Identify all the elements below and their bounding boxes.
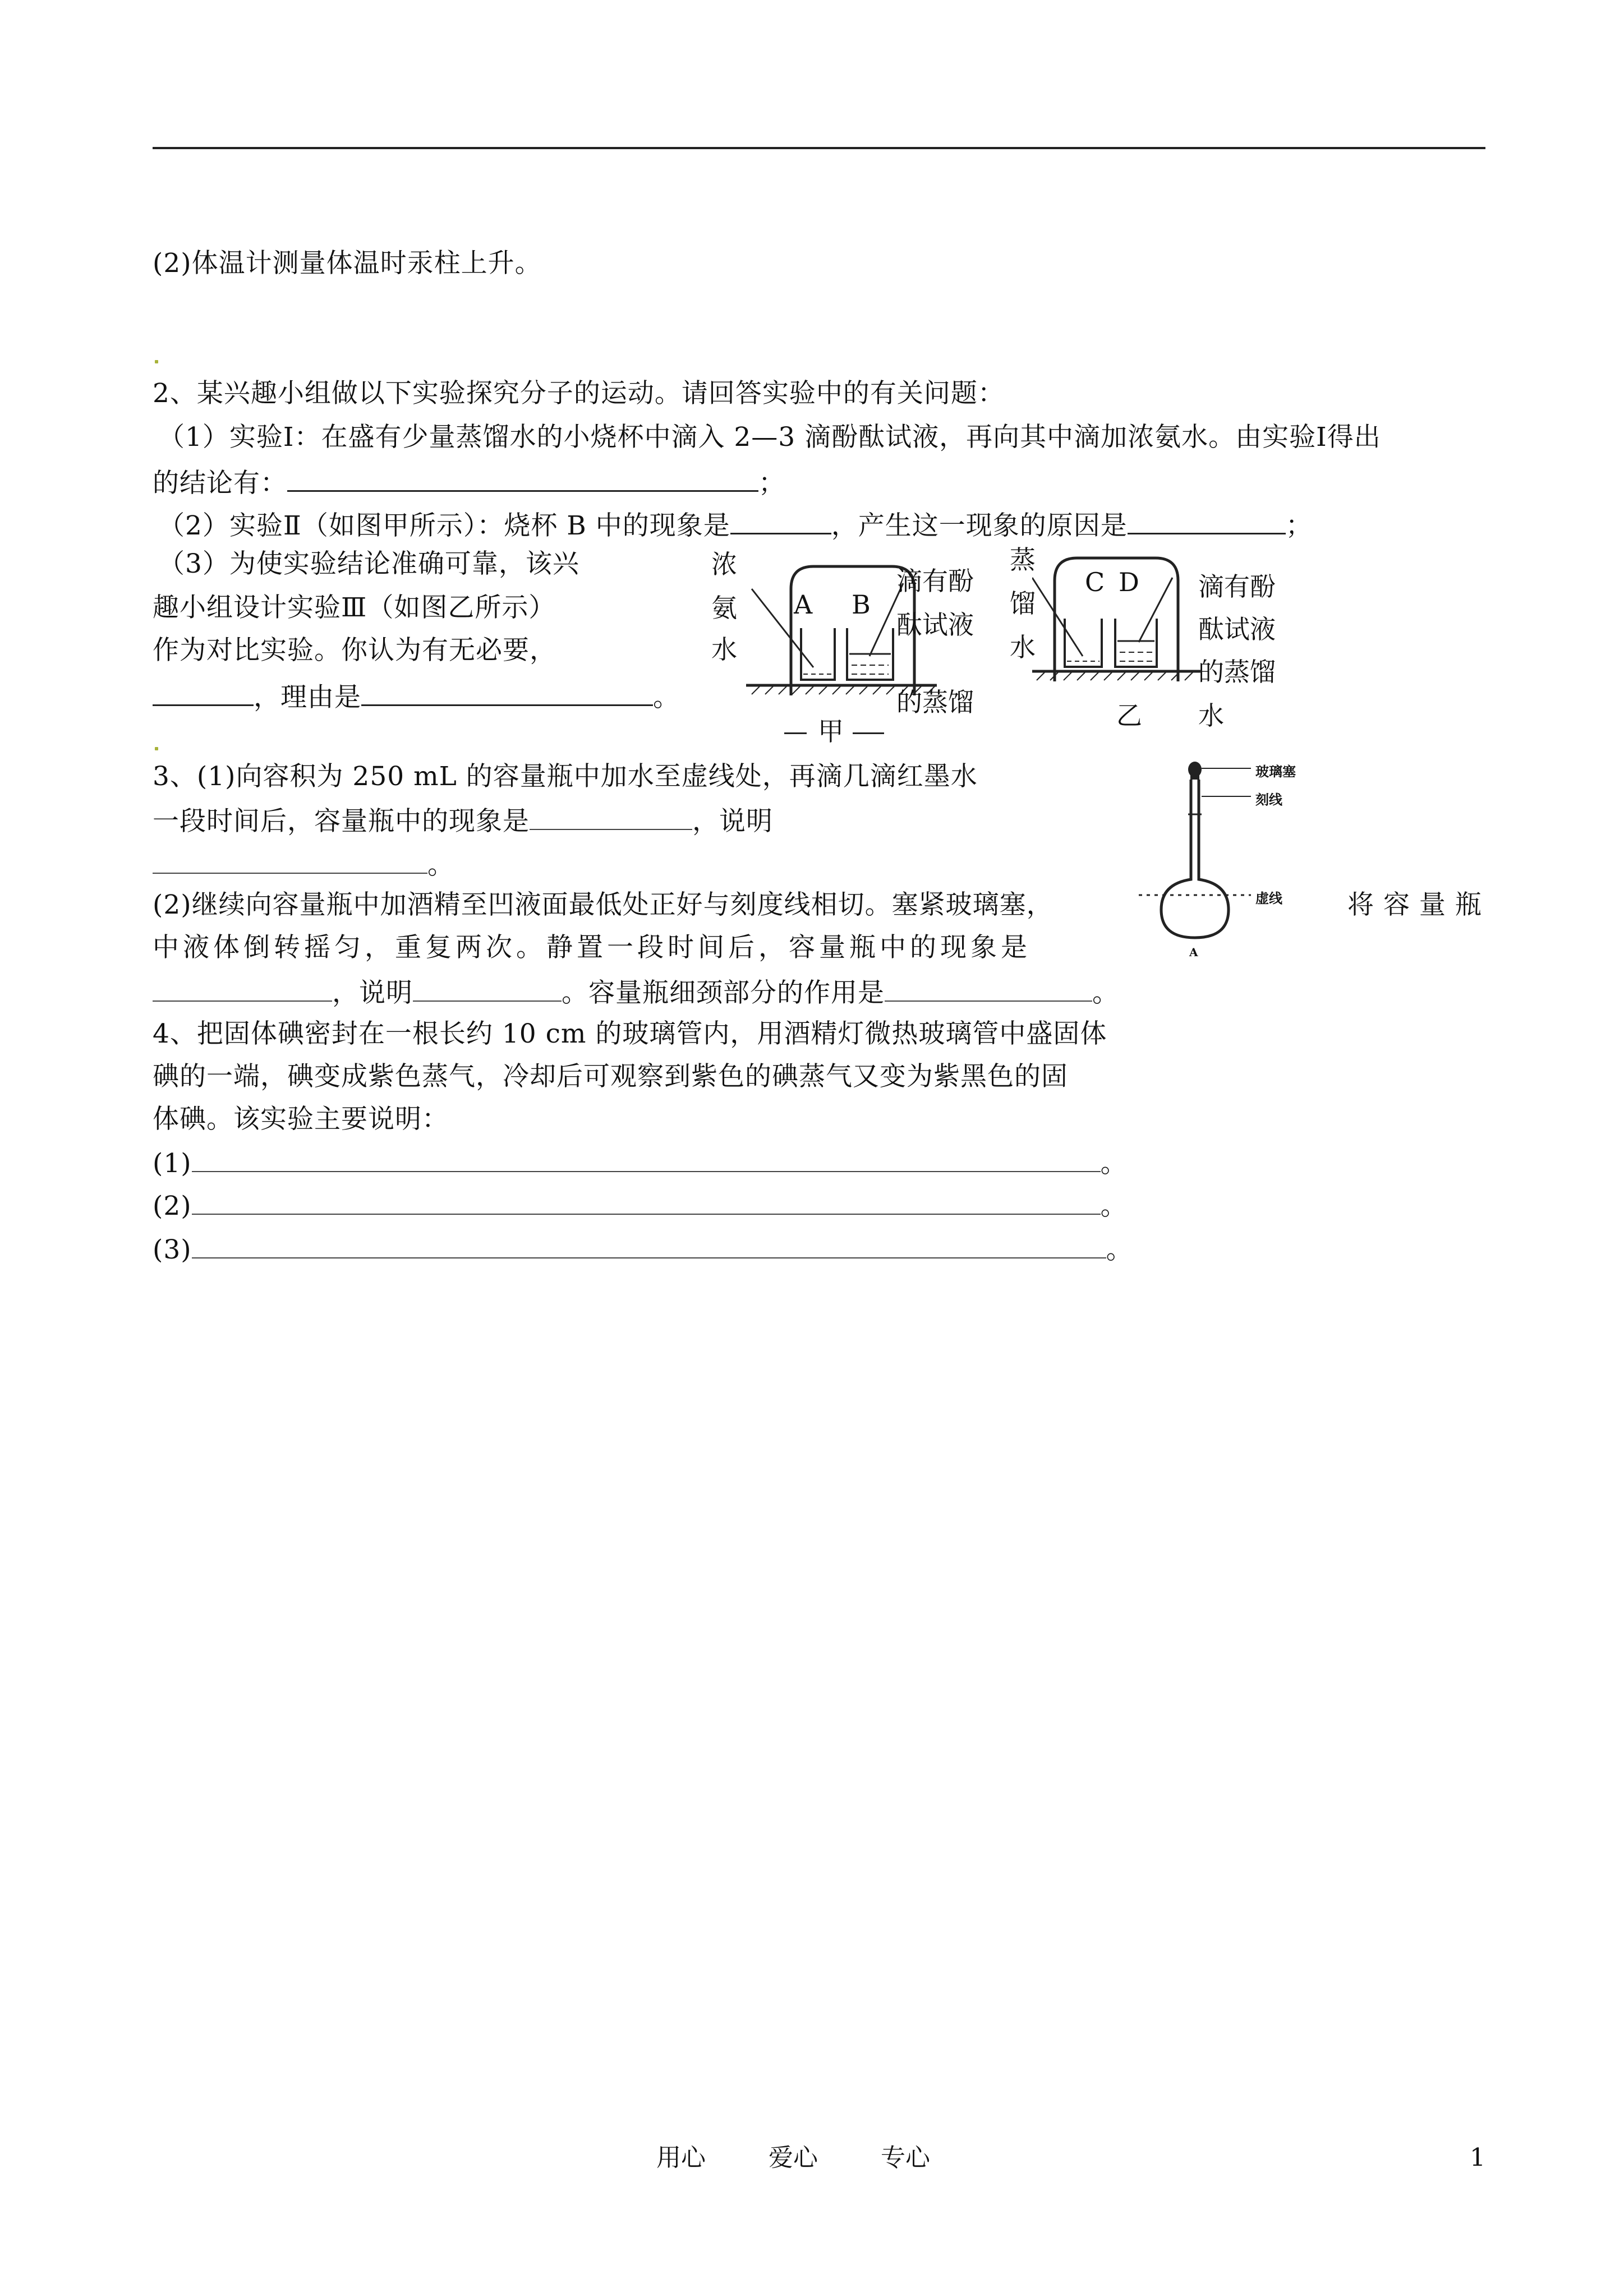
q2-p2-suffix: ； [1285,510,1313,541]
jia-left-label-1: 浓 [711,549,737,579]
q3-line6 [153,975,1119,1010]
q2-p2-line [158,507,1313,543]
answer-blank[interactable] [361,679,653,706]
answer-blank[interactable] [153,975,332,1002]
jia-caption: 甲 [818,716,844,746]
footer-item-1: 用心 [656,2143,706,2172]
q1-part2: (2)体温计测量体温时汞柱上升。 [153,248,542,279]
q3-line1: 3、(1)向容积为 250 mL 的容量瓶中加水至虚线处，再滴几滴红墨水 [153,761,978,792]
yi-left-label-1: 蒸 [1010,545,1036,575]
jia-right-label-1: 滴有酚 [896,566,974,596]
header-rule [153,147,1485,149]
q3-line6-suffix: 。 [1092,978,1119,1008]
flask-label-stopper: 玻璃塞 [1255,763,1296,780]
yi-left-label-2: 馏 [1010,588,1036,619]
q3-line4-right: 将 容 量 瓶 [1347,889,1482,920]
q3-line2-suffix: ，说明 [692,806,773,837]
q2-p1-line1: （1）实验Ⅰ：在盛有少量蒸馏水的小烧杯中滴入 2—3 滴酚酞试液，再向其中滴加浓氨水。由实验Ⅰ得出 [158,422,1381,453]
q4-line3: 体碘。该实验主要说明： [153,1104,449,1135]
answer-blank[interactable] [413,975,562,1002]
yi-right-label-4: 水 [1198,700,1224,731]
q4-line1: 4、把固体碘密封在一根长约 10 cm 的玻璃管内，用酒精灯微热玻璃管中盛固体 [153,1018,1107,1049]
jia-beaker-a-label: A [794,589,813,620]
answer-blank[interactable] [287,464,758,492]
q3-line4: (2)继续向容量瓶中加酒精至凹液面最低处正好与刻度线相切。塞紧玻璃塞， [153,889,1053,920]
caption-dash-right [853,732,884,734]
flask-label-mark: 刻线 [1255,791,1282,808]
answer-blank[interactable] [1128,507,1286,534]
q2-p1-line2 [153,464,785,500]
q2-p3-line3: 作为对比实验。你认为有无必要， [153,635,556,666]
answer-blank[interactable] [192,1145,1101,1172]
q3-line3 [153,847,454,882]
q2-p1-suffix: ； [758,468,785,499]
marker-dot [155,360,158,363]
answer-blank[interactable] [730,507,831,534]
q3-line2 [153,803,773,838]
yi-right-label-2: 酞试液 [1198,614,1276,644]
answer-blank[interactable] [192,1188,1101,1215]
footer-item-2: 爱心 [769,2143,818,2172]
answer-end: 。 [1100,1148,1128,1179]
marker-dot [155,747,158,750]
yi-left-label-3: 水 [1010,632,1036,662]
answer-number: (1) [153,1148,192,1179]
q4-answer-3 [153,1232,1133,1267]
q2-p3-line2: 趣小组设计实验Ⅲ（如图乙所示） [153,592,556,623]
yi-beaker-c-label: C [1085,567,1105,597]
q3-line5: 中液体倒转摇匀，重复两次。静置一段时间后，容量瓶中的现象是 [153,932,1031,963]
q2-p3-mid: ，理由是 [254,682,361,713]
q2-p1-prefix: 的结论有： [153,468,287,499]
q2-p2-mid: ，产生这一现象的原因是 [831,510,1128,541]
answer-end: 。 [1100,1191,1128,1221]
q3-line3-suffix: 。 [427,850,454,880]
answer-number: (2) [153,1191,192,1221]
q2-p3-line1: （3）为使实验结论准确可靠，该兴 [158,548,579,579]
answer-blank[interactable] [192,1232,1106,1258]
yi-right-label-1: 滴有酚 [1198,571,1276,602]
q4-answer-2 [153,1188,1128,1223]
caption-dash-left [784,732,807,734]
q3-line6-mid2: 。容量瓶细颈部分的作用是 [562,978,885,1008]
jia-right-label-2: 酞试液 [896,610,974,640]
yi-caption: 乙 [1116,700,1142,731]
answer-end: 。 [1106,1234,1133,1265]
answer-blank[interactable] [530,803,692,830]
q3-line6-mid1: ，说明 [332,978,413,1008]
footer-item-3: 专心 [881,2143,930,2172]
page-number: 1 [1470,2143,1485,2172]
q2-p3-line4 [153,679,680,714]
q2-p3-suffix: 。 [653,682,680,713]
jia-left-label-2: 氨 [711,593,737,623]
q4-answer-1 [153,1145,1128,1181]
q2-stem: 2、某兴趣小组做以下实验探究分子的运动。请回答实验中的有关问题： [153,378,1005,409]
answer-number: (3) [153,1234,192,1265]
jia-beaker-b-label: B [852,589,871,620]
yi-beaker-d-label: D [1119,567,1139,597]
answer-blank[interactable] [153,847,427,874]
volumetric-flask-drawing [1139,751,1268,965]
apparatus-yi-drawing [1032,547,1200,687]
flask-label-dashed: 虚线 [1255,890,1282,906]
jia-left-label-3: 水 [711,634,737,665]
flask-bottom-label: A [1189,946,1198,959]
q4-line2: 碘的一端，碘变成紫色蒸气，冷却后可观察到紫色的碘蒸气又变为紫黑色的固 [153,1061,1068,1092]
answer-blank[interactable] [885,975,1092,1002]
jia-right-label-3: 的蒸馏 [896,687,974,717]
q2-p2-prefix: （2）实验Ⅱ（如图甲所示）：烧杯 B 中的现象是 [158,510,730,541]
q3-line2-prefix: 一段时间后，容量瓶中的现象是 [153,806,530,837]
yi-right-label-3: 的蒸馏 [1198,657,1276,687]
answer-blank[interactable] [153,679,254,706]
